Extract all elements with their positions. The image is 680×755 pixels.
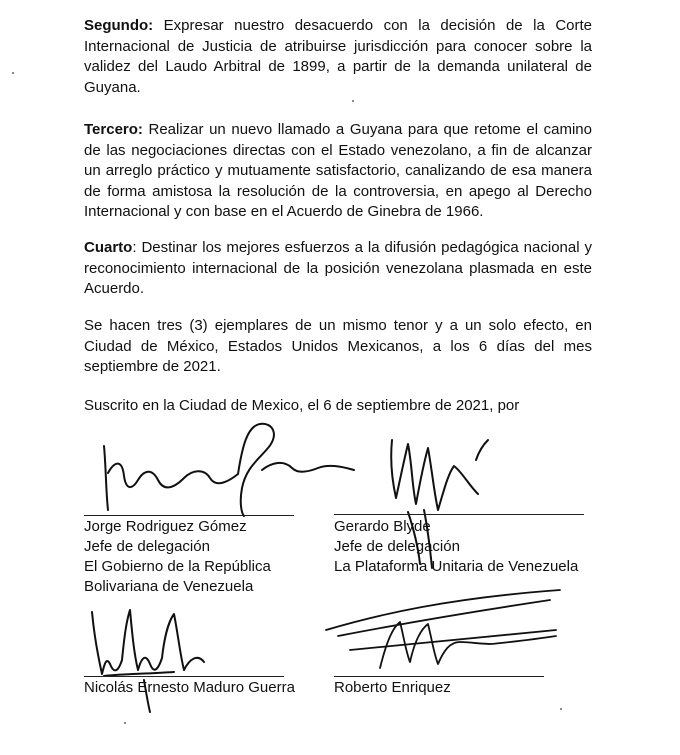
signatory-name: Jorge Rodriguez Gómez [84, 518, 247, 535]
signatory-organization: El Gobierno de la República [84, 558, 271, 575]
signatory-maduro [84, 678, 295, 698]
signature-rodriguez [92, 418, 362, 518]
signatory-name: Gerardo Blyde [334, 518, 431, 535]
signatory-enriquez [334, 678, 451, 698]
scan-speck [560, 708, 562, 710]
signature-line-enriquez [334, 676, 544, 677]
signatory-role: Jefe de delegación [334, 538, 460, 555]
scan-speck [124, 722, 126, 724]
signatory-role: Jefe de delegación [84, 538, 210, 555]
signatory-name: Roberto Enriquez [334, 679, 451, 696]
signatory-blyde [334, 517, 578, 577]
paragraph-text: Realizar un nuevo llamado a Guyana para que retome el camino de las negociaciones directas con el Estado venezolano, a fin de alcanzar un arreglo práctico y mutuamente satisfactorio, canalizando de esa manera de forma amistosa la resolución de la controversia, en apego al Derecho Internacional y con base en el Acuerdo de Ginebra de 1966. [84, 121, 592, 221]
scan-speck [352, 100, 354, 102]
paragraph-tercero [84, 120, 592, 223]
paragraph-copies: Se hacen tres (3) ejemplares de un mismo tenor y a un solo efecto, en Ciudad de México, Estados Unidos Mexicanos, a los 6 días del mes septiembre de 2021. [84, 317, 592, 376]
signatory-name: Nicolás Ernesto Maduro Guerra [84, 679, 295, 696]
paragraph-text: : Destinar los mejores esfuerzos a la difusión pedagógica nacional y reconocimiento internacional de la posición venezolana plasmada en este Acuerdo. [84, 239, 592, 298]
paragraph-signed: Suscrito en la Ciudad de Mexico, el 6 de septiembre de 2021, por [84, 397, 520, 414]
signature-line-maduro [84, 676, 284, 677]
paragraph-label: Tercero: [84, 121, 143, 138]
signatory-organization: Bolivariana de Venezuela [84, 578, 254, 595]
paragraph-text: Expresar nuestro desacuerdo con la decisión de la Corte Internacional de Justicia de atribuirse jurisdicción para conocer sobre la validez del Laudo Arbitral de 1899, a partir de la demanda unilateral de Guyana. [84, 17, 592, 96]
paragraph-label: Segundo: [84, 17, 154, 34]
paragraph-label: Cuarto [84, 239, 133, 256]
scan-speck [12, 72, 14, 74]
signature-line-blyde [334, 514, 584, 515]
signatory-rodriguez [84, 517, 271, 597]
paragraph-segundo [84, 16, 592, 98]
paragraph-cuarto [84, 238, 592, 300]
signatory-organization: La Plataforma Unitaria de Venezuela [334, 558, 579, 575]
signature-line-rodriguez [84, 515, 294, 516]
signature-enriquez [320, 584, 570, 684]
